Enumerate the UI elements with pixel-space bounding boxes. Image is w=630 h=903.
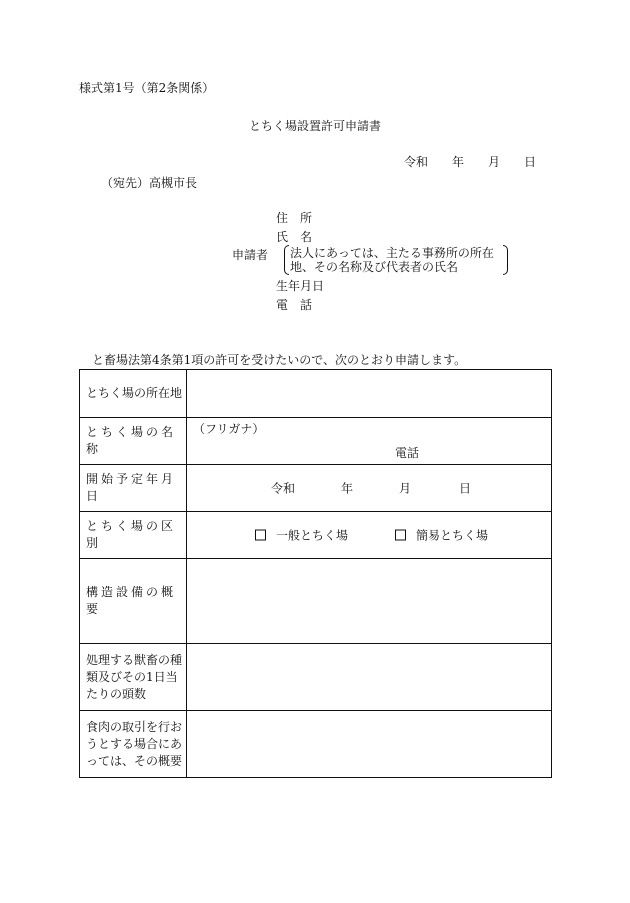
application-table	[79, 369, 552, 778]
date-day: 日	[524, 155, 537, 169]
left-bracket	[284, 245, 289, 275]
phone-label-in-table: 電話	[395, 446, 420, 460]
facility-overview-label: 構造設備の概要	[80, 559, 187, 644]
date-year: 年	[452, 155, 465, 169]
meat-trade-label: 食肉の取引を行おうとする場合にあっては、その概要	[80, 711, 187, 778]
name-label: 氏 名	[276, 230, 313, 244]
start-date-year: 年	[341, 481, 354, 496]
start-date-era: 令和	[271, 481, 296, 496]
checkbox-icon[interactable]	[255, 530, 266, 541]
table-row	[80, 465, 552, 512]
category-label: とちく場の区別	[80, 512, 187, 559]
facility-name-field[interactable]	[187, 418, 552, 465]
facility-overview-field[interactable]	[187, 559, 552, 644]
start-date-month: 月	[399, 481, 412, 496]
corporate-note-line2: 地、その名称及び代表者の氏名	[290, 260, 459, 274]
addressee: （宛先）高槻市長	[101, 176, 198, 190]
table-row	[80, 559, 552, 644]
corporate-note-line1: 法人にあっては、主たる事務所の所在	[290, 246, 494, 260]
category-simple-option[interactable]	[395, 527, 488, 544]
furigana-label: （フリガナ）	[193, 422, 265, 436]
table-row	[80, 644, 552, 711]
intro-text: と畜場法第4条第1項の許可を受けたいので、次のとおり申請します。	[92, 353, 467, 367]
table-row	[80, 711, 552, 778]
start-date-field[interactable]	[187, 465, 552, 512]
category-general-option[interactable]	[255, 527, 348, 544]
date-era: 令和	[404, 155, 429, 169]
applicant-label: 申請者	[232, 248, 269, 262]
phone-label: 電 話	[276, 298, 313, 312]
category-simple-label: 簡易とちく場	[416, 528, 489, 543]
location-label: とちく場の所在地	[80, 370, 187, 418]
facility-name-label: とちく場の名称	[80, 418, 187, 465]
category-general-label: 一般とちく場	[276, 528, 349, 543]
livestock-field[interactable]	[187, 644, 552, 711]
dob-label: 生年月日	[276, 279, 325, 293]
address-label: 住 所	[276, 211, 313, 225]
livestock-label: 処理する獣畜の種類及びその1日当たりの頭数	[80, 644, 187, 711]
form-number: 様式第1号（第2条関係）	[79, 81, 215, 95]
right-bracket	[503, 245, 508, 275]
start-date-day: 日	[459, 481, 472, 496]
form-title: とちく場設置許可申請書	[248, 119, 381, 133]
date-month: 月	[488, 155, 501, 169]
table-row	[80, 370, 552, 418]
checkbox-icon[interactable]	[395, 530, 406, 541]
category-field	[187, 512, 552, 559]
start-date-label: 開始予定年月日	[80, 465, 187, 512]
location-field[interactable]	[187, 370, 552, 418]
corporate-note	[284, 245, 508, 277]
applicant-section	[0, 0, 630, 330]
table-row	[80, 418, 552, 465]
meat-trade-field[interactable]	[187, 711, 552, 778]
table-row	[80, 512, 552, 559]
